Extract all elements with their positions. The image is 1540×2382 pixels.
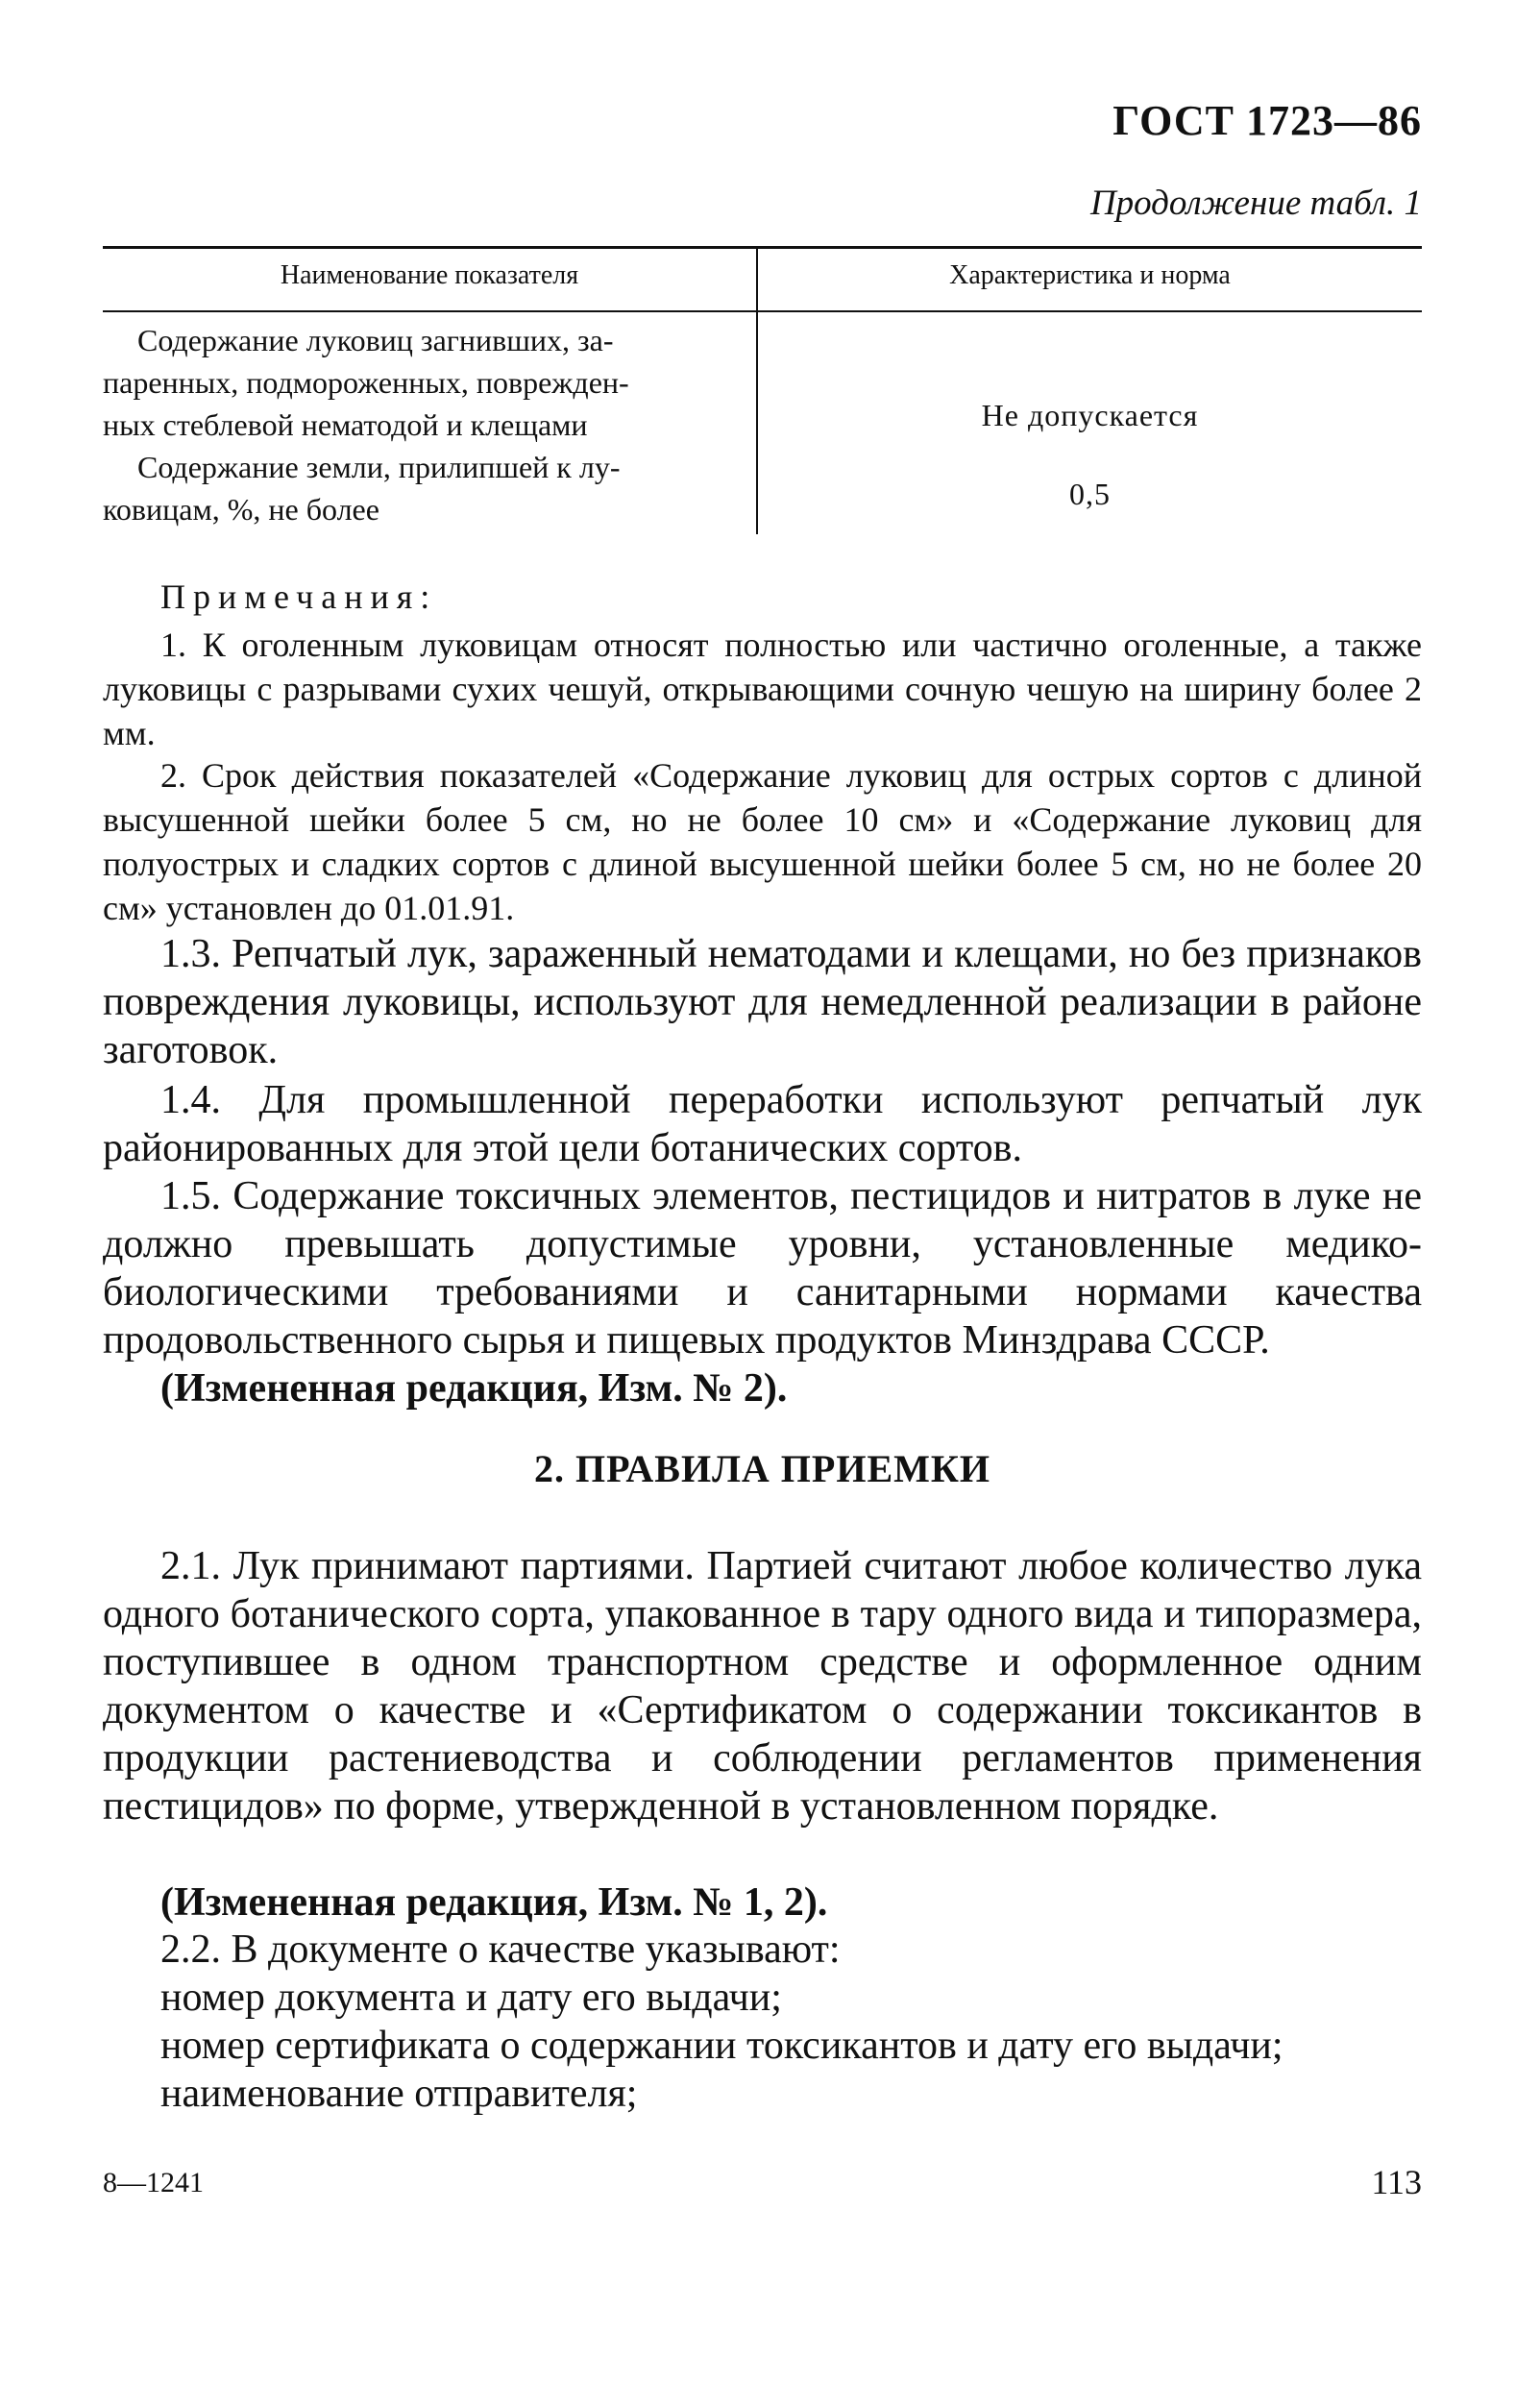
table-header-rule <box>103 310 1422 312</box>
table-row-name-line: ных стеблевой нематодой и клещами <box>103 407 588 442</box>
table-row-name-line: паренных, подмороженных, поврежден- <box>103 365 629 400</box>
table-row-name-line: ковицам, %, не более <box>103 492 379 527</box>
table-row-name <box>103 319 756 446</box>
page-number: 113 <box>1371 2163 1422 2201</box>
table-continuation-label: Продолжение табл. 1 <box>1089 184 1422 223</box>
paragraph-1-5: 1.5. Содержание токсичных элементов, пестицидов и нитратов в луке не должно превышать допустимые уровни, установленные медико-биологическими требованиями и санитарными нормами качества продовольственного сырья и пищевых продуктов Минздрава СССР. <box>103 1174 1422 1363</box>
list-item: номер сертификата о содержании токсикантов и дату его выдачи; <box>160 2024 1283 2068</box>
footer-code: 8—1241 <box>103 2167 204 2198</box>
note-item-2: 2. Срок действия показателей «Содержание луковиц для острых сортов с длиной высушенной шейки более 5 см, но не более 10 см» и «Содержание луковиц для полуострых и сладких сортов с длиной высушенной шейки более 5 см, но не более 20 см» установлен до 01.01.91. <box>103 756 1422 927</box>
table-top-rule <box>103 246 1422 249</box>
table-row-value: 0,5 <box>1069 477 1111 511</box>
list-item: наименование отправителя; <box>160 2072 638 2116</box>
table-row-name-line: Содержание луковиц загнивших, за- <box>137 323 614 357</box>
paragraph-1-3: 1.3. Репчатый лук, зараженный нематодами и клещами, но без признаков повреждения луковицы, используют для немедленной реализации в районе заготовок. <box>103 932 1422 1072</box>
amendment-note-1: (Измененная редакция, Изм. № 2). <box>160 1366 788 1411</box>
section-2-title: 2. ПРАВИЛА ПРИЕМКИ <box>533 1447 990 1490</box>
list-item: номер документа и дату его выдачи; <box>160 1976 782 2020</box>
table-header-value: Характеристика и норма <box>949 260 1231 290</box>
table-row-name-line: Содержание земли, прилипшей к лу- <box>137 450 621 484</box>
paragraph-2-2: 2.2. В документе о качестве указывают: <box>160 1928 841 1972</box>
paragraph-2-1: 2.1. Лук принимают партиями. Партией считают любое количество лука одного ботанического сорта, упакованное в тару одного вида и типоразмера, поступившее в одном транспортном средстве и оформленное одним документом о качестве и «Сертификатом о содержании токсикантов в продукции растениеводства и соблюдении регламентов применения пестицидов» по форме, утвержденной в установленном порядке. <box>103 1544 1422 1829</box>
gost-header: ГОСТ 1723—86 <box>1112 97 1422 144</box>
table-row-value: Не допускается <box>981 398 1199 432</box>
note-item-1: 1. К оголенным луковицам относят полностью или частично оголенные, а также луковицы с разрывами сухих чешуй, открывающими сочную чешую на ширину более 2 мм. <box>103 626 1422 752</box>
paragraph-1-4: 1.4. Для промышленной переработки используют репчатый лук районированных для этой цели ботанических сортов. <box>103 1078 1422 1170</box>
amendment-note-2: (Измененная редакция, Изм. № 1, 2). <box>160 1880 828 1925</box>
notes-title: Примечания: <box>160 577 438 616</box>
table-header-name: Наименование показателя <box>280 260 579 290</box>
table-row-name <box>103 446 756 530</box>
